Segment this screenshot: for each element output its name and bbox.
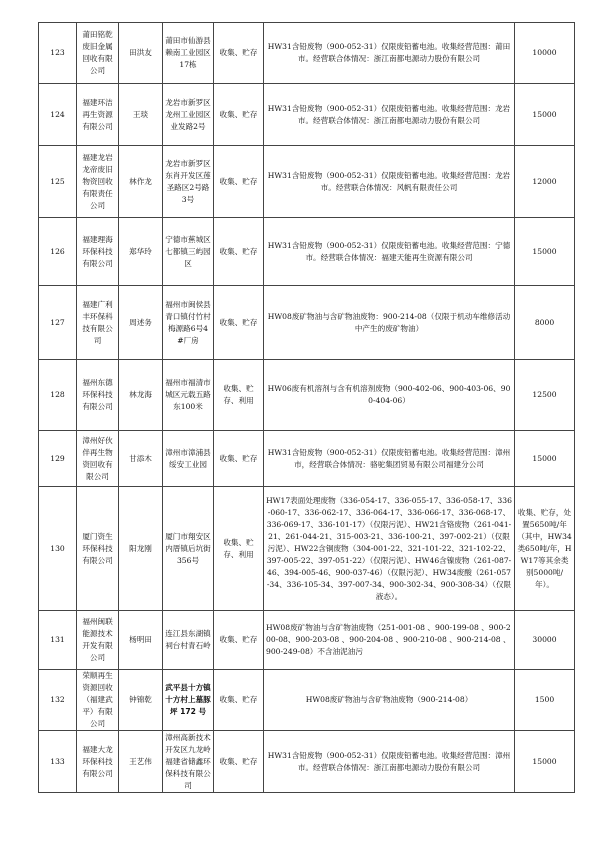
waste-scope: HW06废有机溶剂与含有机溶剂废物（900-402-06、900-403-06、900-404-06） — [264, 360, 515, 431]
row-number: 125 — [39, 146, 77, 218]
facility-address: 连江县东湖镇祠台村青石岭 — [163, 611, 214, 670]
operation-type: 收集、贮存 — [214, 670, 264, 731]
capacity: 收集、贮存，处置5650吨/年（其中，HW34类650吨/年，HW17等其余类别5000吨/年）。 — [515, 487, 575, 611]
operation-type: 收集、贮存 — [214, 611, 264, 670]
company-name: 福州闽联能源技术开发有限公司 — [77, 611, 119, 670]
legal-person: 钟锦乾 — [119, 670, 163, 731]
operation-type: 收集、贮存 — [214, 146, 264, 218]
legal-person: 周述务 — [119, 286, 163, 360]
table-row — [39, 487, 575, 611]
legal-person: 林作龙 — [119, 146, 163, 218]
operation-type: 收集、贮存 — [214, 84, 264, 146]
company-name: 荣顺再生资源回收（福建武平）有限公司 — [77, 670, 119, 731]
row-number: 132 — [39, 670, 77, 731]
legal-person: 林龙海 — [119, 360, 163, 431]
row-number: 131 — [39, 611, 77, 670]
legal-person: 郑华玲 — [119, 218, 163, 286]
waste-scope: HW31含铅废物（900-052-31）仅限废铅蓄电池。收集经营范围：龙岩市。经营联合体情况：风帆有限责任公司 — [264, 146, 515, 218]
table-row — [39, 670, 575, 731]
capacity: 30000 — [515, 611, 575, 670]
legal-person: 王艺伟 — [119, 731, 163, 793]
waste-scope: HW08废矿物油与含矿物油废物（251-001-08 、900-199-08 、900-200-08、900-203-08 、900-204-08 、900-210-08 、900-214-08 、900-249-08）不含油泥油污 — [264, 611, 515, 670]
legal-person: 王琰 — [119, 84, 163, 146]
capacity: 10000 — [515, 23, 575, 84]
company-name: 厦门资生环保科技有限公司 — [77, 487, 119, 611]
company-name: 福建广利丰环保科技有限公司 — [77, 286, 119, 360]
facility-address: 莆田市仙游县赖南工业园区17栋 — [163, 23, 214, 84]
capacity: 15000 — [515, 731, 575, 793]
table-row — [39, 84, 575, 146]
operation-type: 收集、贮存 — [214, 431, 264, 487]
waste-scope: HW31含铅废物（900-052-31）仅限废铅蓄电池。收集经营范围：龙岩市。经营联合体情况：浙江南都电源动力股份有限公司 — [264, 84, 515, 146]
company-name: 福建大龙环保科技有限公司 — [77, 731, 119, 793]
waste-scope: HW31含铅废物（900-052-31）仅限废铅蓄电池。收集经营范围：宁德市。经营联合体情况：福建天能再生资源有限公司 — [264, 218, 515, 286]
legal-person: 阳龙刚 — [119, 487, 163, 611]
facility-address: 福州市福清市城区元载五路东100米 — [163, 360, 214, 431]
table-row — [39, 431, 575, 487]
waste-scope: HW08废矿物油与含矿物油废物（900-214-08） — [264, 670, 515, 731]
facility-address: 宁德市蕉城区七都镇三屿园区 — [163, 218, 214, 286]
operation-type: 收集、贮存、利用 — [214, 360, 264, 431]
company-name: 漳州好伙伴再生物资回收有限公司 — [77, 431, 119, 487]
table-row — [39, 360, 575, 431]
facility-address: 武平县十方镇十方村上墓豚坪 172 号 — [163, 670, 214, 731]
capacity: 12000 — [515, 146, 575, 218]
row-number: 129 — [39, 431, 77, 487]
row-number: 130 — [39, 487, 77, 611]
company-name: 莆田铭乾废旧金属回收有限公司 — [77, 23, 119, 84]
company-name: 福建环洁再生资源有限公司 — [77, 84, 119, 146]
operation-type: 收集、贮存、利用 — [214, 487, 264, 611]
table-row — [39, 146, 575, 218]
waste-scope: HW31含铅废物（900-052-31）仅限废铅蓄电池。收集经营范围：莆田市。经营联合体情况：浙江南都电源动力股份有限公司 — [264, 23, 515, 84]
permit-table — [38, 22, 575, 793]
table-row — [39, 731, 575, 793]
company-name: 福州东德环保科技有限公司 — [77, 360, 119, 431]
capacity: 15000 — [515, 218, 575, 286]
capacity: 15000 — [515, 431, 575, 487]
capacity: 12500 — [515, 360, 575, 431]
facility-address: 漳州市漳浦县绥安工业园 — [163, 431, 214, 487]
table-row — [39, 286, 575, 360]
legal-person: 杨明田 — [119, 611, 163, 670]
table-row — [39, 611, 575, 670]
capacity: 15000 — [515, 84, 575, 146]
facility-address: 漳州高新技术开发区九龙岭福建省储鑫环保科技有限公司 — [163, 731, 214, 793]
waste-scope: HW17表面处理废物（336-054-17、336-055-17、336-058-17、336-060-17、336-062-17、336-064-17、336-066-17、336-068-17、336-069-17、336-101-17）（仅限污泥）、HW21含铬废物（261-041-21、261-044-21、315-003-21、336-100-21、397-002-21）（仅限污泥）、HW22含铜废物（304-001-22、321-101-22、321-102-22、397-005-22、397-051-22）（仅限污泥）、HW46含镍废物（261-087-46、394-005-46、900-037-46）（仅限污泥）、HW34废酸（261-057-34、336-105-34、397-007-34、900-302-34、900-308-34）（仅限液态）。 — [264, 487, 515, 611]
row-number: 124 — [39, 84, 77, 146]
operation-type: 收集、贮存 — [214, 218, 264, 286]
row-number: 133 — [39, 731, 77, 793]
waste-scope: HW31含铅废物（900-052-31）仅限废铅蓄电池。收集经营范围：漳州市，经营联合体情况：骆驼集团贸易有限公司福建分公司 — [264, 431, 515, 487]
row-number: 127 — [39, 286, 77, 360]
company-name: 福建理海环保科技有限公司 — [77, 218, 119, 286]
row-number: 128 — [39, 360, 77, 431]
facility-address: 龙岩市新罗区东肖开发区莲圣路区2号路3号 — [163, 146, 214, 218]
operation-type: 收集、贮存 — [214, 286, 264, 360]
operation-type: 收集、贮存 — [214, 731, 264, 793]
legal-person: 甘添木 — [119, 431, 163, 487]
facility-address: 福州市闽侯县青口镇付竹村梅源路6号4#厂房 — [163, 286, 214, 360]
row-number: 123 — [39, 23, 77, 84]
facility-address: 龙岩市新罗区龙州工业园区业发路2号 — [163, 84, 214, 146]
legal-person: 田洪友 — [119, 23, 163, 84]
waste-scope: HW31含铅废物（900-052-31）仅限废铅蓄电池。收集经营范围：漳州市。经营联合体情况：浙江南都电源动力股份有限公司 — [264, 731, 515, 793]
company-name: 福建龙岩龙帝废旧物资回收有限责任公司 — [77, 146, 119, 218]
row-number: 126 — [39, 218, 77, 286]
capacity: 8000 — [515, 286, 575, 360]
operation-type: 收集、贮存 — [214, 23, 264, 84]
capacity: 1500 — [515, 670, 575, 731]
table-row — [39, 23, 575, 84]
table-row — [39, 218, 575, 286]
waste-scope: HW08废矿物油与含矿物油废物：900-214-08（仅限于机动车维修活动中产生的废矿物油） — [264, 286, 515, 360]
facility-address: 厦门市翔安区内厝镇后坑街356号 — [163, 487, 214, 611]
